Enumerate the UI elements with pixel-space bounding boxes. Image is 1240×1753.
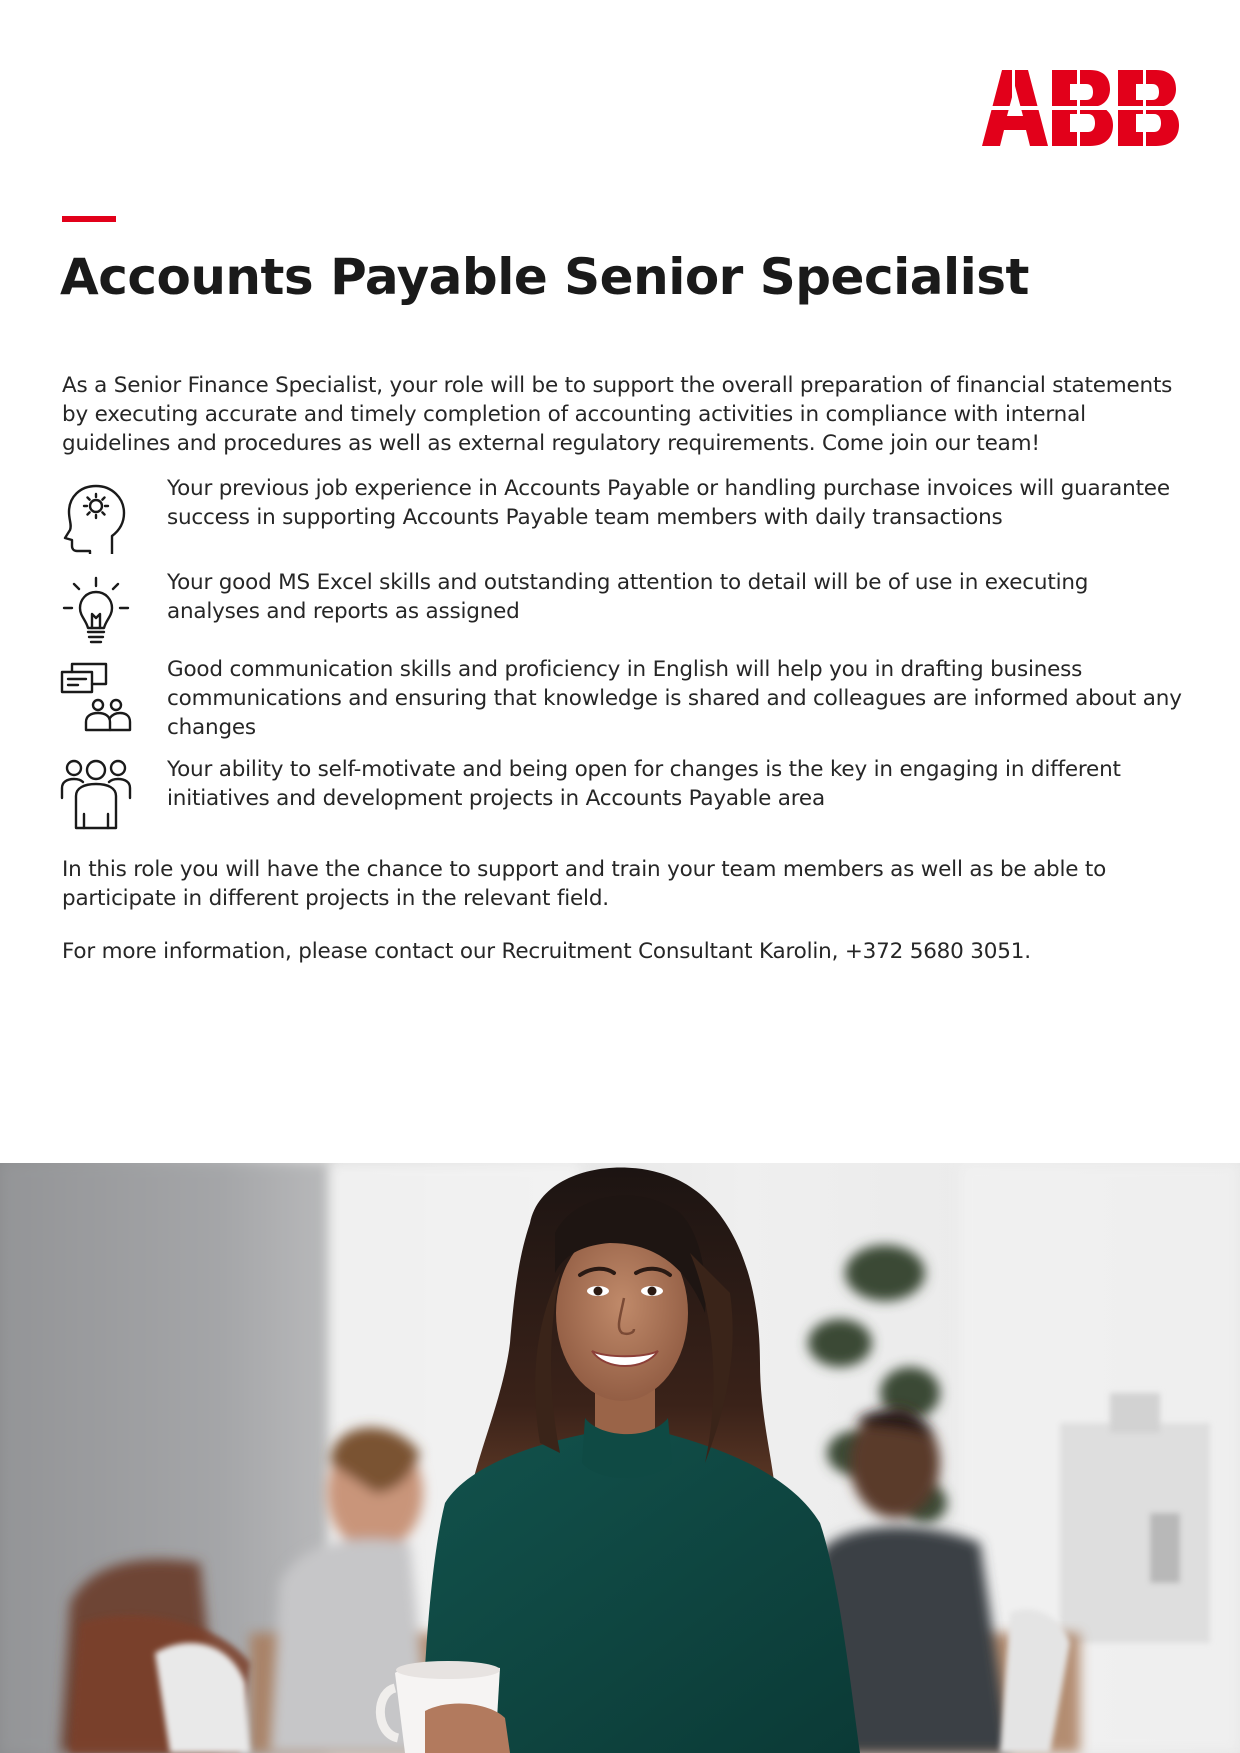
feature-3-text: Good communication skills and proficiency in English will help you in drafting business communications and ensuring that knowledge is shared and colleagues are informed about any changes <box>167 657 1182 740</box>
feature-1-text: Your previous job experience in Accounts Payable or handling purchase invoices will guarantee success in supporting Accounts Payable team members with daily transactions <box>167 476 1170 530</box>
page-title: Accounts Payable Senior Specialist <box>60 248 1029 306</box>
feature-2-text: Your good MS Excel skills and outstanding attention to detail will be of use in executing analyses and reports as assigned <box>167 570 1089 624</box>
office-photo <box>0 1163 1240 1753</box>
lightbulb-icon <box>60 576 132 648</box>
head-gear-icon <box>60 482 132 554</box>
feature-4-text: Your ability to self-motivate and being open for changes is the key in engaging in different initiatives and development projects in Accounts Payable area <box>167 757 1121 811</box>
communication-icon <box>60 660 132 732</box>
title-accent-bar <box>62 216 116 222</box>
contact-paragraph: For more information, please contact our Recruitment Consultant Karolin, +372 5680 3051. <box>62 939 1031 964</box>
abb-logo <box>980 70 1180 146</box>
team-icon <box>60 758 132 830</box>
intro-paragraph: As a Senior Finance Specialist, your role will be to support the overall preparation of financial statements by executing accurate and timely completion of accounting activities in compliance with internal guidelines and procedures as well as external regulatory requirements. Come join our team! <box>62 373 1173 456</box>
closing-paragraph: In this role you will have the chance to support and train your team members as well as be able to participate in different projects in the relevant field. <box>62 857 1107 911</box>
